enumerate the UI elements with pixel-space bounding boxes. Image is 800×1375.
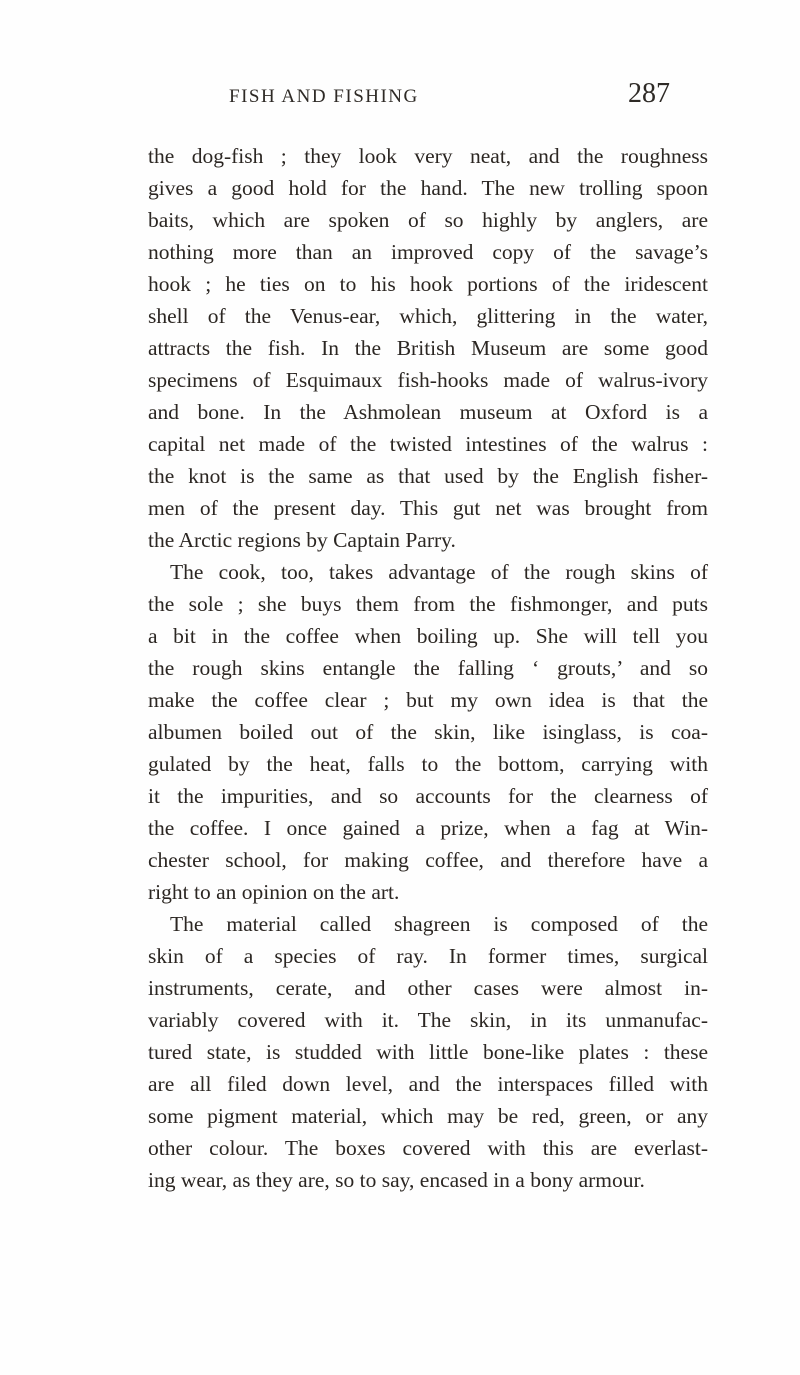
text-line: some pigment material, which may be red, green, or any (148, 1104, 708, 1128)
text-line: variably covered with it. The skin, in its unmanufac- (148, 1008, 708, 1032)
page-number: 287 (628, 78, 670, 109)
text-line: albumen boiled out of the skin, like isinglass, is coa- (148, 720, 708, 744)
running-title: FISH AND FISHING (229, 86, 419, 107)
text-line: the rough skins entangle the falling ‘ grouts,’ and so (148, 656, 708, 680)
text-line: make the coffee clear ; but my own idea is that the (148, 688, 708, 712)
text-line: the coffee. I once gained a prize, when a fag at Win- (148, 816, 708, 840)
text-line: chester school, for making coffee, and therefore have a (148, 848, 708, 872)
text-line-paragraph-end: the Arctic regions by Captain Parry. (148, 528, 456, 552)
text-line: specimens of Esquimaux fish-hooks made of walrus-ivory (148, 368, 708, 392)
text-line: a bit in the coffee when boiling up. She will tell you (148, 624, 708, 648)
text-line: baits, which are spoken of so highly by anglers, are (148, 208, 708, 232)
body-text (148, 140, 708, 1196)
text-line: it the impurities, and so accounts for the clearness of (148, 784, 708, 808)
text-line-paragraph-end: ing wear, as they are, so to say, encased in a bony armour. (148, 1168, 645, 1192)
text-line: the knot is the same as that used by the English fisher- (148, 464, 708, 488)
text-line: hook ; he ties on to his hook portions of the iridescent (148, 272, 708, 296)
text-line: skin of a species of ray. In former times, surgical (148, 944, 708, 968)
running-head (0, 78, 800, 118)
text-line: instruments, cerate, and other cases were almost in- (148, 976, 708, 1000)
text-line: the dog-fish ; they look very neat, and the roughness (148, 144, 708, 168)
text-line: gives a good hold for the hand. The new trolling spoon (148, 176, 708, 200)
text-line: tured state, is studded with little bone-like plates : these (148, 1040, 708, 1064)
text-line-paragraph-end: right to an opinion on the art. (148, 880, 400, 904)
text-line: men of the present day. This gut net was brought from (148, 496, 708, 520)
text-line: shell of the Venus-ear, which, glittering in the water, (148, 304, 708, 328)
text-line: attracts the fish. In the British Museum are some good (148, 336, 708, 360)
text-line: other colour. The boxes covered with this are everlast- (148, 1136, 708, 1160)
text-line: gulated by the heat, falls to the bottom, carrying with (148, 752, 708, 776)
text-line: capital net made of the twisted intestines of the walrus : (148, 432, 708, 456)
text-line: are all filed down level, and the interspaces filled with (148, 1072, 708, 1096)
text-line: nothing more than an improved copy of the savage’s (148, 240, 708, 264)
text-line-paragraph-start: The material called shagreen is composed of the (170, 912, 708, 936)
text-line-paragraph-start: The cook, too, takes advantage of the rough skins of (170, 560, 708, 584)
text-line: and bone. In the Ashmolean museum at Oxford is a (148, 400, 708, 424)
text-line: the sole ; she buys them from the fishmonger, and puts (148, 592, 708, 616)
